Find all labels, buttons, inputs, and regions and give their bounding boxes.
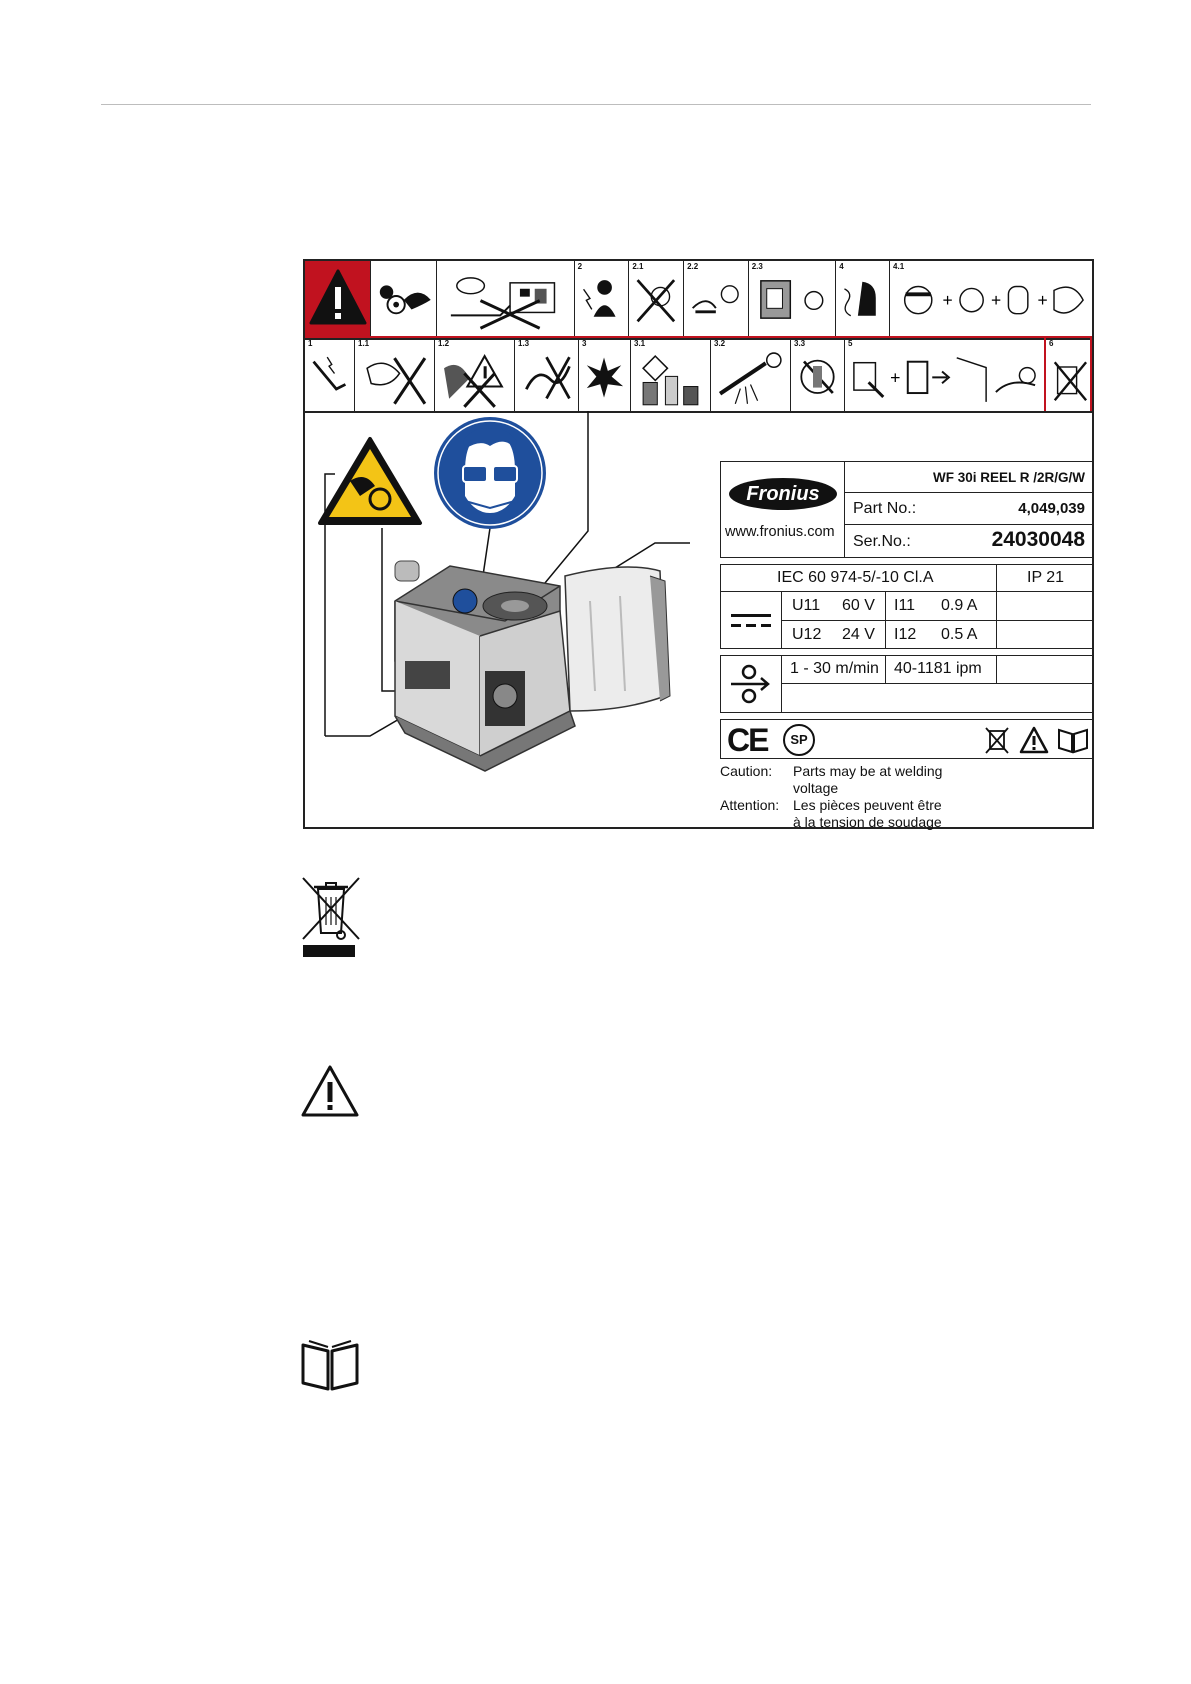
warning-strip-row-2 <box>305 338 1092 413</box>
attention-text: Les pièces peuvent être à la tension de soudage <box>793 797 942 830</box>
i11-cell <box>885 591 997 621</box>
welder-fumes-icon <box>840 271 885 325</box>
standard-text: IEC 60 974-5/-10 Cl.A <box>777 569 934 586</box>
sparks-torch-icon <box>715 348 786 409</box>
no-damaged-cable-icon <box>519 348 574 403</box>
caution-text: Parts may be at welding voltage <box>793 763 943 796</box>
i11-label: I11 <box>894 597 916 614</box>
red-divider-right <box>1090 338 1092 411</box>
pinch-hazard-cell <box>371 261 438 338</box>
svg-text:+: + <box>942 289 953 310</box>
wire-speed-metric: 1 - 30 m/min <box>790 660 879 677</box>
no-cylinder-icon <box>795 348 840 402</box>
caution-warning-icon <box>300 1063 360 1119</box>
strip-cell-5: 5 + <box>845 338 1046 411</box>
manual-book-icon <box>1057 726 1089 754</box>
strip-cell-2-3: 2.3 <box>749 261 837 338</box>
strip-cell-6: 6 <box>1046 338 1092 411</box>
strip-cell-3-3: 3.3 <box>791 338 845 411</box>
i12-value: 0.5 A <box>941 626 978 643</box>
ip-rating: IP 21 <box>1027 569 1065 586</box>
i12-label: I12 <box>894 626 917 643</box>
warning-triangle-icon <box>305 261 371 336</box>
svg-text:+: + <box>1037 289 1048 310</box>
caution-label: Caution: <box>720 763 773 779</box>
u11-cell <box>781 591 886 621</box>
no-disposal-icon <box>1050 348 1088 405</box>
header-rule <box>101 104 1091 105</box>
ser-no-value: 24030048 <box>991 528 1085 551</box>
u11-label: U11 <box>792 597 821 614</box>
cable-hand-icon <box>688 271 744 327</box>
caution-triangle-icon <box>1019 725 1049 755</box>
hand-roller-icon <box>375 271 433 329</box>
strip-cell-3-1: 3.1 <box>631 338 711 411</box>
explosion-icon <box>583 348 626 405</box>
pinch-warning-sign-icon <box>320 439 420 523</box>
ser-no-cell <box>844 524 1094 558</box>
u11-value: 60 V <box>842 597 875 614</box>
ce-mark: CE <box>727 722 768 758</box>
electric-hand-icon <box>309 348 350 403</box>
certification-row <box>720 719 1094 759</box>
strip-cell-4: 4 <box>836 261 890 338</box>
speed-imperial-cell <box>885 655 997 684</box>
weee-bin-icon <box>983 725 1011 755</box>
wire-feeder-unit <box>395 561 670 771</box>
machine-crossed-icon <box>441 271 569 330</box>
empty-cell-4 <box>781 683 1094 713</box>
no-work-wet-icon <box>439 348 510 409</box>
wire-feed-symbol-cell <box>720 655 782 713</box>
ser-no-label: Ser.No.: <box>853 533 911 550</box>
i11-value: 0.9 A <box>941 597 978 614</box>
read-manual-steps-icon <box>849 348 1040 407</box>
wire-speed-imperial: 40-1181 ipm <box>894 660 982 677</box>
fronius-logo: Fronius <box>729 478 837 510</box>
strip-cell-1: 1 <box>305 338 355 411</box>
u12-value: 24 V <box>842 626 875 643</box>
strip-cell-3: 3 <box>579 338 631 411</box>
website-text: www.fronius.com <box>725 524 835 540</box>
read-manual-icon <box>300 1337 360 1391</box>
u12-label: U12 <box>792 626 822 643</box>
panel-hand-icon <box>753 271 832 330</box>
strip-cell-2-1: 2.1 <box>629 261 684 338</box>
general-warning-cell <box>305 261 371 338</box>
red-divider <box>305 336 1092 338</box>
i12-cell <box>885 620 997 649</box>
strip-cell-2-2: 2.2 <box>684 261 749 338</box>
model-cell <box>844 461 1094 493</box>
u12-cell <box>781 620 886 649</box>
warning-label <box>303 259 1094 829</box>
empty-cell-3 <box>996 655 1094 684</box>
svg-text:+: + <box>991 289 1002 310</box>
safety-goggles-sign-icon <box>434 417 546 529</box>
strip-cell-1-1: 1.1 <box>355 338 435 411</box>
ip-cell <box>996 564 1094 592</box>
part-no-value: 4,049,039 <box>1018 500 1085 517</box>
strip-cell-1-2: 1.2 <box>435 338 515 411</box>
no-contact-icon <box>633 271 679 326</box>
no-service-cell <box>437 261 574 338</box>
ppe-equipment-icon <box>894 271 1088 329</box>
svg-text:+: + <box>890 367 901 388</box>
strip-cell-3-2: 3.2 <box>711 338 791 411</box>
dc-symbol-cell <box>720 591 782 649</box>
strip-cell-1-3: 1.3 <box>515 338 579 411</box>
model-name: WF 30i REEL R /2R/G/W <box>932 470 1085 485</box>
part-no-cell <box>844 492 1094 525</box>
brand-block <box>720 461 845 558</box>
attention-label: Attention: <box>720 797 780 813</box>
flammable-containers-icon <box>635 348 706 409</box>
wire-feed-icon <box>721 656 781 712</box>
strip-cell-2: 2 <box>575 261 630 338</box>
csa-mark: SP <box>783 724 815 756</box>
dc-current-icon <box>721 592 781 648</box>
person-shock-icon <box>579 271 625 326</box>
empty-cell-2 <box>996 620 1094 649</box>
weee-disposal-icon <box>300 875 362 957</box>
empty-cell-1 <box>996 591 1094 621</box>
warning-strip-row-1 <box>305 261 1092 340</box>
speed-metric-cell <box>781 655 886 684</box>
strip-cell-4-1: 4.1 + + + <box>890 261 1092 338</box>
no-touch-live-icon <box>359 348 430 409</box>
part-no-label: Part No.: <box>853 500 917 517</box>
